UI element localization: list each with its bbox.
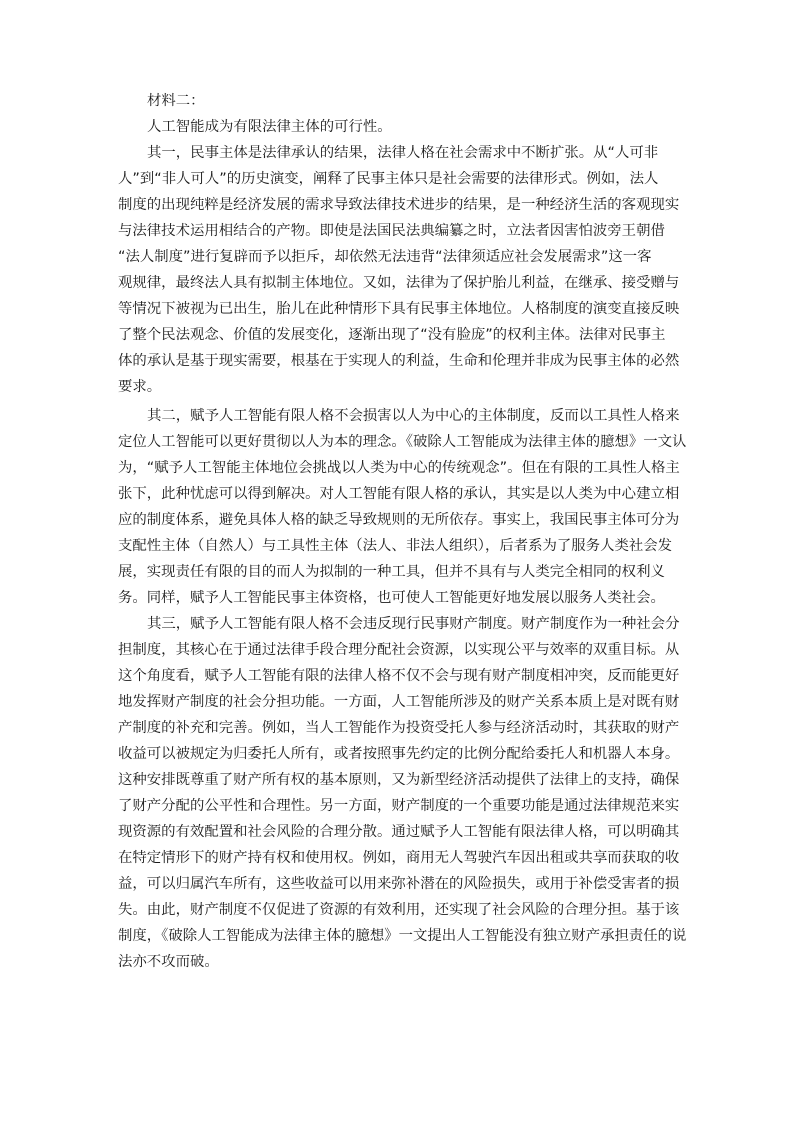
paragraph-line: 这种安排既尊重了财产所有权的基本原则，又为新型经济活动提供了法律上的支持，确保 — [118, 772, 680, 788]
paragraph-line: 了财产分配的公平性和合理性。另一方面，财产制度的一个重要功能是通过法律规范来实 — [118, 798, 680, 814]
paragraph-line: 与法律技术运用相结合的产物。即使是法国民法典编纂之时，立法者因害怕波旁王朝借 — [118, 223, 665, 239]
paragraph-line: 展，实现责任有限的目的而人为拟制的一种工具，但并不具有与人类完全相同的权利义 — [118, 564, 665, 580]
paragraph-line: 这个角度看，赋予人工智能有限的法律人格不仅不会与现有财产制度相冲突，反而能更好 — [118, 668, 680, 684]
paragraph-line: 为，“赋予人工智能主体地位会挑战以人类为中心的传统观念”。但在有限的工具性人格主 — [118, 460, 680, 476]
paragraph-line: 等情况下被视为已出生，胎儿在此种情形下具有民事主体地位。人格制度的演变直接反映 — [118, 301, 680, 317]
paragraph-line: 地发挥财产制度的社会分担功能。一方面，人工智能所涉及的财产关系本质上是对既有财 — [118, 694, 680, 710]
paragraph-line: 张下，此种忧虑可以得到解决。对人工智能有限人格的承认，其实是以人类为中心建立相 — [118, 486, 680, 502]
paragraph-line: 体的承认是基于现实需要，根基在于实现人的利益，生命和伦理并非成为民事主体的必然 — [118, 353, 680, 369]
paragraph-line: 益，可以归属汽车所有，这些收益可以用来弥补潜在的风险损失，或用于补偿受害者的损 — [118, 876, 680, 892]
paragraph-line: 要求。 — [118, 379, 162, 395]
section-heading: 人工智能成为有限法律主体的可行性。 — [147, 119, 392, 135]
paragraph-line: “法人制度”进行复辟而予以拒斥，却依然无法违背“法律须适应社会发展需求”这一客 — [118, 249, 652, 265]
paragraph-line: 人”到“非人可人”的历史演变，阐释了民事主体只是社会需要的法律形式。例如，法人 — [118, 171, 659, 187]
paragraph-line: 应的制度体系，避免具体人格的缺乏导致规则的无所依存。事实上，我国民事主体可分为 — [118, 512, 680, 528]
paragraph-line: 在特定情形下的财产持有权和使用权。例如，商用无人驾驶汽车因出租或共享而获取的收 — [118, 850, 680, 866]
paragraph-line: 定位人工智能可以更好贯彻以人为本的理念。《破除人工智能成为法律主体的臆想》一文认 — [118, 434, 687, 450]
paragraph-line: 现资源的有效配置和社会风险的合理分散。通过赋予人工智能有限法律人格，可以明确其 — [118, 824, 680, 840]
paragraph-line: 其三，赋予人工智能有限人格不会违反现行民事财产制度。财产制度作为一种社会分 — [147, 616, 680, 632]
paragraph-line: 了整个民法观念、价值的发展变化，逐渐出现了“没有脸庞”的权利主体。法律对民事主 — [118, 327, 666, 343]
paragraph-line: 其二，赋予人工智能有限人格不会损害以人为中心的主体制度，反而以工具性人格来 — [147, 408, 680, 424]
paragraph-line: 制度，《破除人工智能成为法律主体的臆想》一文提出人工智能没有独立财产承担责任的说 — [118, 928, 687, 944]
paragraph-line: 务。同样，赋予人工智能民事主体资格，也可使人工智能更好地发展以服务人类社会。 — [118, 590, 665, 606]
paragraph-line: 收益可以被规定为归委托人所有，或者按照事先约定的比例分配给委托人和机器人本身。 — [118, 746, 680, 762]
paragraph-line: 法亦不攻而破。 — [118, 954, 219, 970]
paragraph-line: 产制度的补充和完善。例如，当人工智能作为投资受托人参与经济活动时，其获取的财产 — [118, 720, 680, 736]
paragraph-line: 观规律，最终法人具有拟制主体地位。又如，法律为了保护胎儿利益，在继承、接受赠与 — [118, 275, 680, 291]
paragraph-line: 其一，民事主体是法律承认的结果，法律人格在社会需求中不断扩张。从“人可非 — [147, 145, 659, 161]
paragraph-line: 失。由此，财产制度不仅促进了资源的有效利用，还实现了社会风险的合理分担。基于该 — [118, 902, 680, 918]
paragraph-line: 担制度，其核心在于通过法律手段合理分配社会资源，以实现公平与效率的双重目标。从 — [118, 642, 680, 658]
paragraph-line: 制度的出现纯粹是经济发展的需求导致法律技术进步的结果，是一种经济生活的客观现实 — [118, 197, 680, 213]
section-label: 材料二： — [147, 93, 205, 109]
paragraph-line: 支配性主体（自然人）与工具性主体（法人、非法人组织），后者系为了服务人类社会发 — [118, 538, 673, 554]
